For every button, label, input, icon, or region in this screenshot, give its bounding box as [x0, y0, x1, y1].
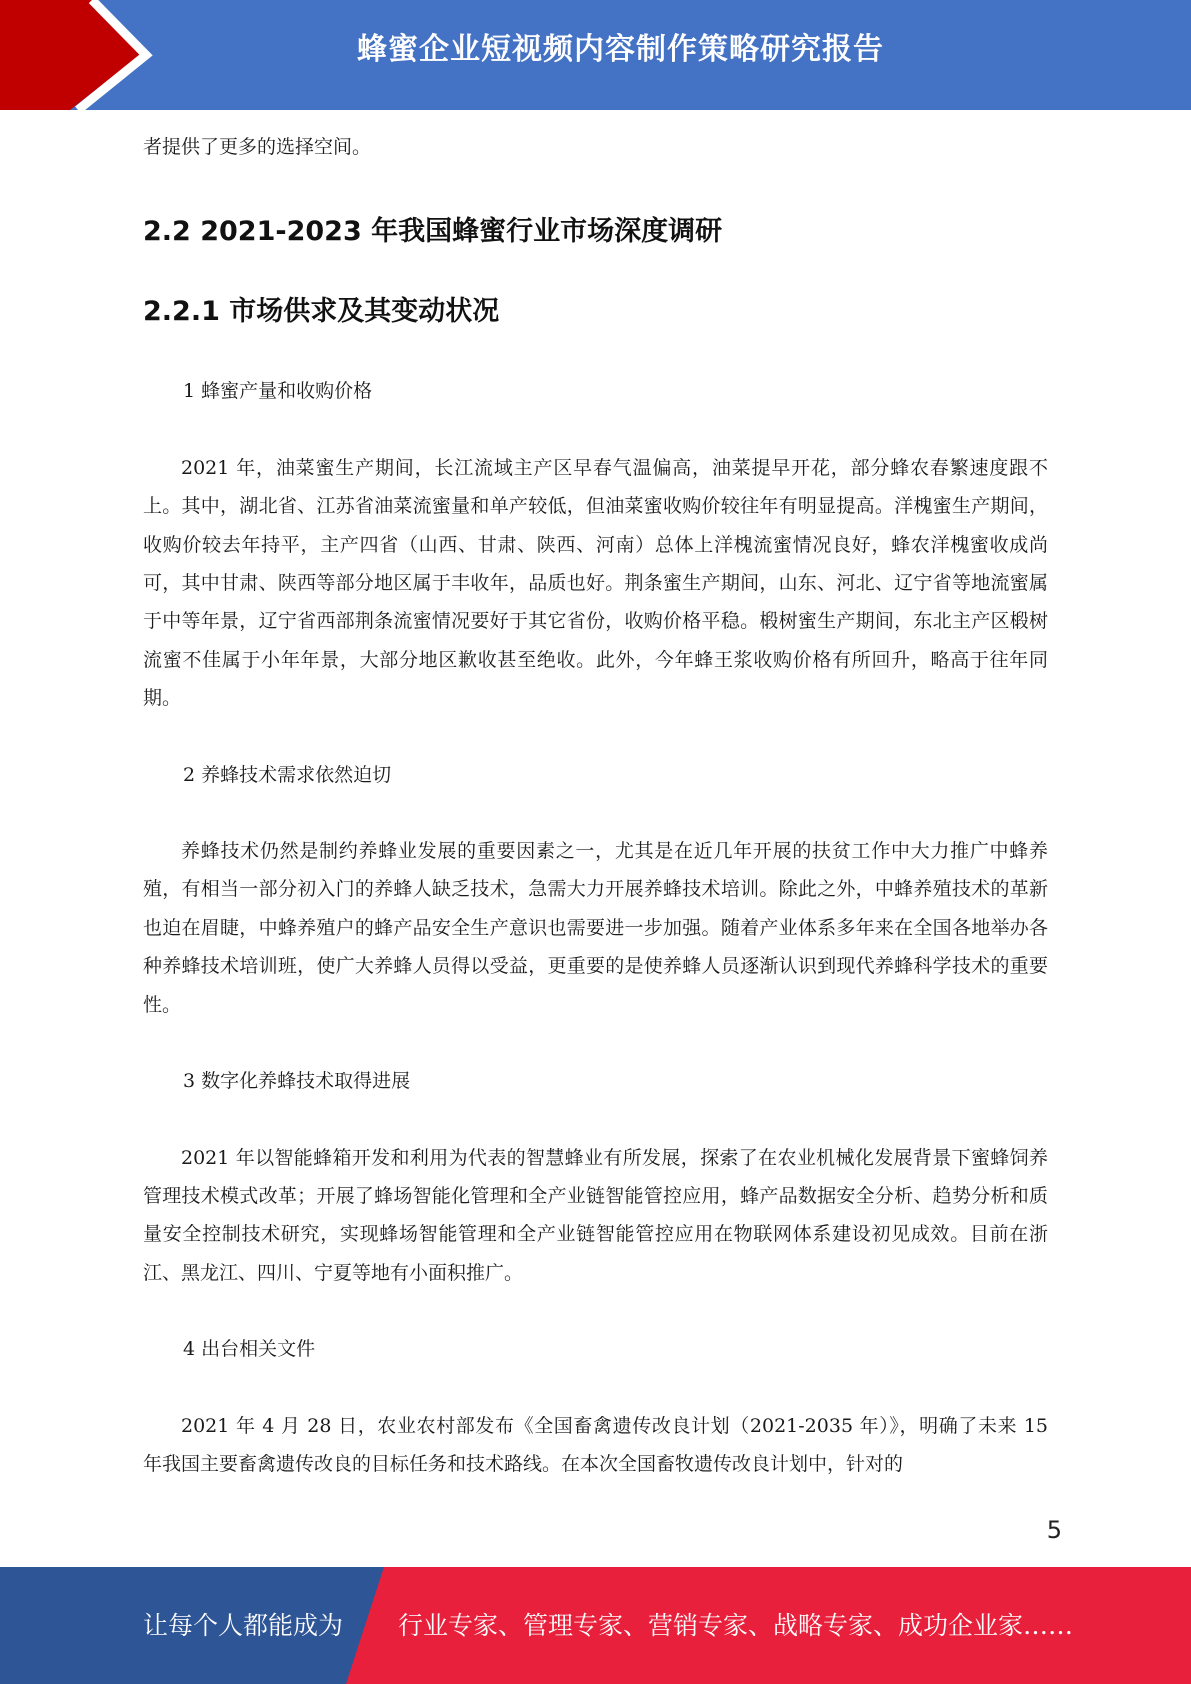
- subsection-heading: 2.2.1 市场供求及其变动状况: [143, 296, 500, 328]
- page-number: 5: [1046, 1516, 1062, 1544]
- item-title: 3 数字化养蜂技术取得进展: [183, 1070, 411, 1093]
- item-paragraph: 2021 年以智能蜂箱开发和利用为代表的智慧蜂业有所发展，探索了在农业机械化发展背景下蜜蜂饲养管理技术模式改革；开展了蜂场智能化管理和全产业链智能管控应用，蜂产品数据安全分析、趋势分析和质量安全控制技术研究，实现蜂场智能管理和全产业链智能管控应用在物联网体系建设初见成效。目前在浙江、黑龙江、四川、宁夏等地有小面积推广。: [143, 1146, 1048, 1284]
- document-body: [143, 128, 1048, 1483]
- item-paragraph: 养蜂技术仍然是制约养蜂业发展的重要因素之一，尤其是在近几年开展的扶贫工作中大力推广中蜂养殖，有相当一部分初入门的养蜂人缺乏技术，急需大力开展养蜂技术培训。除此之外，中蜂养殖技术的革新也迫在眉睫，中蜂养殖户的蜂产品安全生产意识也需要进一步加强。随着产业体系多年来在全国各地举办各种养蜂技术培训班，使广大养蜂人员得以受益，更重要的是使养蜂人员逐渐认识到现代养蜂科学技术的重要性。: [143, 840, 1048, 1016]
- intro-continuation: 者提供了更多的选择空间。: [143, 136, 372, 158]
- page-header: [0, 0, 1191, 110]
- item-title: 4 出台相关文件: [183, 1338, 316, 1361]
- item-paragraph: 2021 年，油菜蜜生产期间，长江流域主产区早春气温偏高，油菜提早开花，部分蜂农春繁速度跟不上。其中，湖北省、江苏省油菜流蜜量和单产较低，但油菜蜜收购价较往年有明显提高。洋槐蜜生产期间，收购价较去年持平，主产四省（山西、甘肃、陕西、河南）总体上洋槐流蜜情况良好，蜂农洋槐蜜收成尚可，其中甘肃、陕西等部分地区属于丰收年，品质也好。荆条蜜生产期间，山东、河北、辽宁省等地流蜜属于中等年景，辽宁省西部荆条流蜜情况要好于其它省份，收购价格平稳。椴树蜜生产期间，东北主产区椴树流蜜不佳属于小年年景，大部分地区歉收甚至绝收。此外，今年蜂王浆收购价格有所回升，略高于往年同期。: [143, 456, 1048, 710]
- footer-slogan-left: 让每个人都能成为: [143, 1611, 344, 1640]
- header-title: 蜂蜜企业短视频内容制作策略研究报告: [357, 32, 884, 67]
- item-title: 1 蜂蜜产量和收购价格: [183, 380, 373, 403]
- section-heading: 2.2 2021-2023 年我国蜂蜜行业市场深度调研: [143, 216, 723, 248]
- item-paragraph: 2021 年 4 月 28 日，农业农村部发布《全国畜禽遗传改良计划（2021-2035 年）》，明确了未来 15 年我国主要畜禽遗传改良的目标任务和技术路线。在本次全国畜牧遗传改良计划中，针对的: [143, 1414, 1048, 1475]
- footer-slogan-right: 行业专家、管理专家、营销专家、战略专家、成功企业家……: [398, 1611, 1074, 1640]
- page-footer: [0, 1567, 1191, 1684]
- item-title: 2 养蜂技术需求依然迫切: [183, 763, 392, 786]
